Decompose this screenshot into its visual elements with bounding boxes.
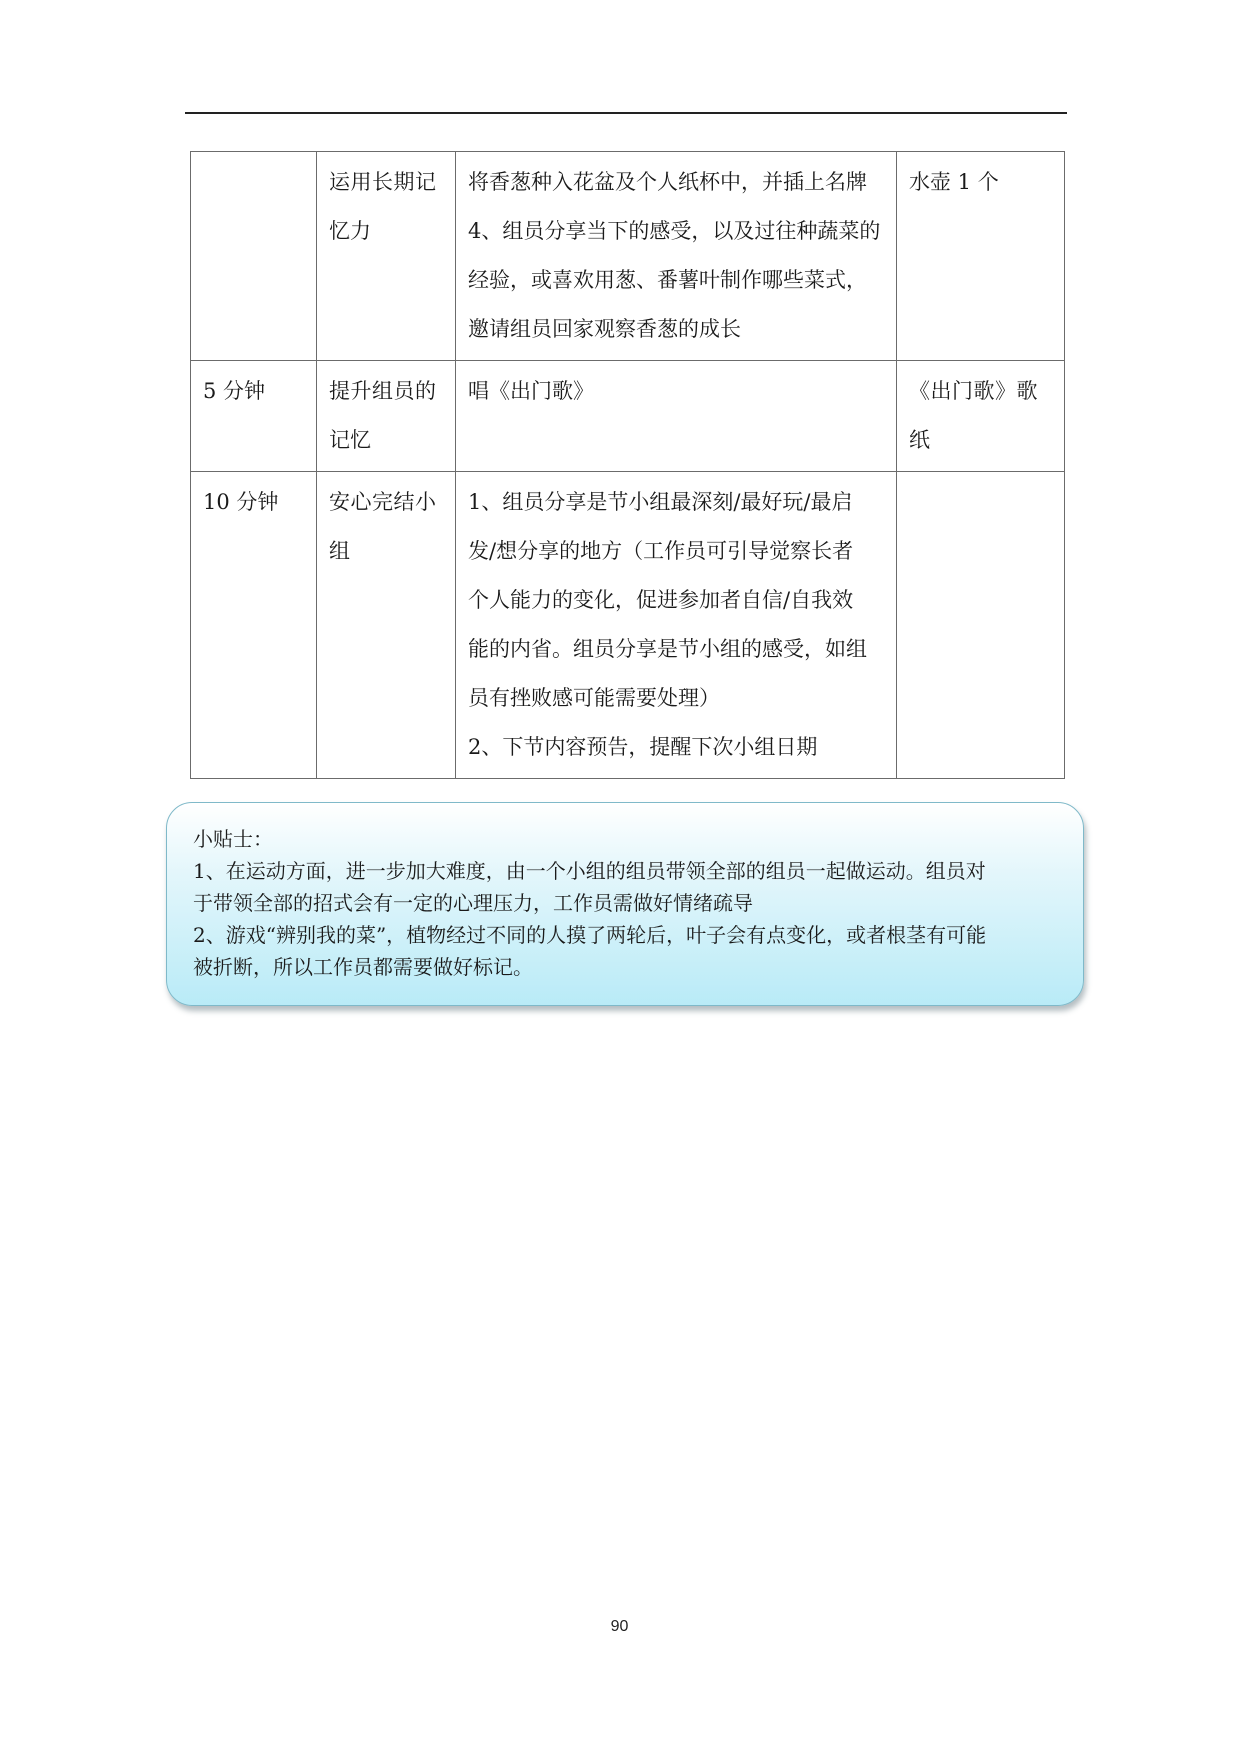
material-line: 《出门歌》歌 (909, 379, 1038, 403)
header-rule (185, 112, 1067, 114)
goal-cell (317, 472, 456, 779)
material-line: 纸 (909, 428, 930, 452)
material-cell (897, 152, 1065, 361)
material-cell (897, 361, 1065, 472)
table-row (191, 361, 1065, 472)
time-cell: 5 分钟 (191, 361, 317, 472)
content-line: 邀请组员回家观察香葱的成长 (468, 317, 741, 341)
time-cell: 10 分钟 (191, 472, 317, 779)
content-cell (456, 152, 897, 361)
material-cell (897, 472, 1065, 779)
content-cell (456, 361, 897, 472)
tips-line: 2、游戏“辨别我的菜”，植物经过不同的人摸了两轮后，叶子会有点变化，或者根茎有可能 (193, 923, 987, 947)
tips-line: 于带领全部的招式会有一定的心理压力，工作员需做好情绪疏导 (193, 891, 753, 915)
goal-line: 安心完结小 (329, 490, 437, 514)
content-cell (456, 472, 897, 779)
content-line: 能的内省。组员分享是节小组的感受，如组 (468, 637, 867, 661)
content-line: 个人能力的变化，促进参加者自信/自我效 (468, 588, 854, 612)
time-cell (191, 152, 317, 361)
tips-line: 被折断，所以工作员都需要做好标记。 (193, 955, 533, 979)
content-line: 1、组员分享是节小组最深刻/最好玩/最启 (468, 490, 853, 514)
goal-line: 组 (329, 539, 350, 563)
goal-line: 忆力 (329, 219, 371, 243)
content-line: 唱《出门歌》 (468, 379, 594, 403)
content-line: 员有挫败感可能需要处理） (468, 686, 720, 710)
content-line: 2、下节内容预告，提醒下次小组日期 (468, 735, 818, 759)
content-line: 经验，或喜欢用葱、番薯叶制作哪些菜式， (468, 268, 867, 292)
content-line: 将香葱种入花盆及个人纸杯中，并插上名牌 (468, 170, 867, 194)
table-row (191, 152, 1065, 361)
goal-line: 运用长期记 (329, 170, 437, 194)
goal-line: 提升组员的 (329, 379, 437, 403)
page-number: 90 (610, 1618, 629, 1635)
material-line: 水壶 1 个 (909, 170, 999, 194)
table-row (191, 472, 1065, 779)
tips-title: 小贴士： (193, 827, 273, 851)
goal-cell (317, 361, 456, 472)
activity-schedule-table (190, 151, 1065, 779)
goal-cell (317, 152, 456, 361)
content-line: 4、组员分享当下的感受，以及过往种蔬菜的 (468, 219, 881, 243)
tips-line: 1、在运动方面，进一步加大难度，由一个小组的组员带领全部的组员一起做运动。组员对 (193, 859, 986, 883)
tips-callout-box (166, 802, 1084, 1006)
content-line: 发/想分享的地方（工作员可引导觉察长者 (468, 539, 854, 563)
goal-line: 记忆 (329, 428, 371, 452)
